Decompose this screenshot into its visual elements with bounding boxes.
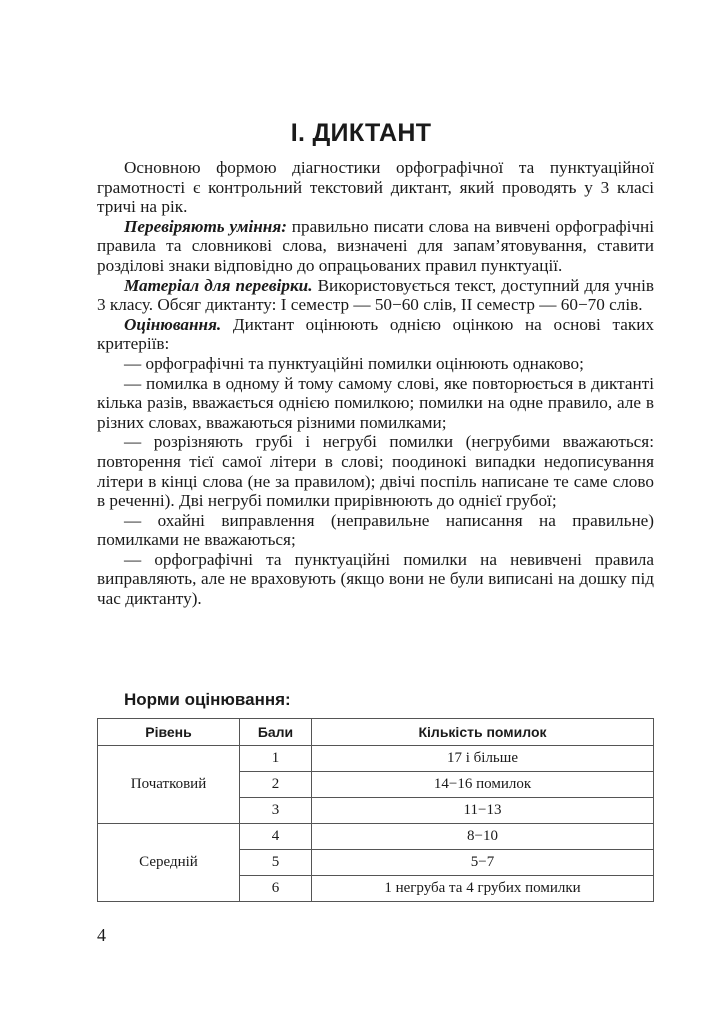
column-header-level: Рівень (98, 719, 240, 746)
list-item-text: — розрізняють грубі і негрубі помилки (негрубими вважаються: повторення тієї самої літери в слові; поодинокі випадки недописування літери в кінці слова (не за правилом); двічі поспіль написане те саме слово в реченні). Дві негрубі помилки прирівнюють до однієї грубої; (97, 432, 654, 511)
errors-cell: 1 негруба та 4 грубих помилки (312, 876, 654, 902)
list-item-text: — орфографічні та пунктуаційні помилки оцінюють однаково; (124, 353, 584, 373)
level-cell: Середній (98, 824, 240, 902)
grading-table (97, 718, 654, 902)
errors-cell: 8−10 (312, 824, 654, 850)
level-cell: Початковий (98, 746, 240, 824)
paragraph (97, 276, 654, 315)
score-cell: 4 (240, 824, 312, 850)
list-item (97, 432, 654, 510)
score-cell: 3 (240, 798, 312, 824)
paragraph-lead: Матеріал для перевірки. (124, 275, 313, 295)
errors-cell: 14−16 помилок (312, 772, 654, 798)
column-header-score: Бали (240, 719, 312, 746)
paragraph (97, 315, 654, 354)
errors-cell: 5−7 (312, 850, 654, 876)
list-item (97, 550, 654, 609)
paragraph-text: Основною формою діагностики орфографічної та пунктуаційної грамотності є контрольний текстовий диктант, який проводять у 3 класі тричі на рік. (97, 158, 654, 217)
errors-cell: 11−13 (312, 798, 654, 824)
list-item (97, 511, 654, 550)
paragraph-text: Диктант оцінюють однією оцінкою на основі таких критеріїв: (97, 314, 654, 354)
paragraph-text: Використовується текст, доступний для учнів 3 класу. Обсяг диктанту: I семестр — 50−60 слів, II семестр — 60−70 слів. (97, 275, 654, 315)
page-title: І. ДИКТАНТ (290, 119, 432, 147)
body-text (97, 158, 654, 609)
paragraph-text: правильно писати слова на вивчені орфографічні правила та словникові слова, визначені для запам’ятовування, ставити розділові знаки відповідно до опрацьованих правил пунктуації. (97, 216, 655, 275)
score-cell: 2 (240, 772, 312, 798)
list-item-text: — помилка в одному й тому самому слові, яке повторюється в диктанті кілька разів, вважається однією помилкою; помилки на одне правило, але в різних словах, вважаються різними помилками; (97, 373, 654, 432)
list-item (97, 354, 654, 374)
list-item (97, 374, 654, 433)
table-row (98, 824, 654, 850)
paragraph (97, 217, 654, 276)
errors-cell: 17 і більше (312, 746, 654, 772)
paragraph-lead: Оцінювання. (124, 314, 222, 334)
list-item-text: — орфографічні та пунктуаційні помилки на невивчені правила виправляють, але не враховують (якщо вони не були виписані на дошку під час диктанту). (97, 549, 654, 609)
score-cell: 5 (240, 850, 312, 876)
score-cell: 6 (240, 876, 312, 902)
column-header-errors: Кількість помилок (312, 719, 654, 746)
score-cell: 1 (240, 746, 312, 772)
paragraph-lead: Перевіряють уміння: (124, 216, 287, 236)
table-heading: Норми оцінювання: (124, 690, 291, 709)
table-header-row (98, 719, 654, 746)
paragraph (97, 158, 654, 217)
page-number: 4 (97, 925, 106, 945)
table-row (98, 746, 654, 772)
list-item-text: — охайні виправлення (неправильне написання на правильне) помилками не вважаються; (97, 510, 654, 550)
